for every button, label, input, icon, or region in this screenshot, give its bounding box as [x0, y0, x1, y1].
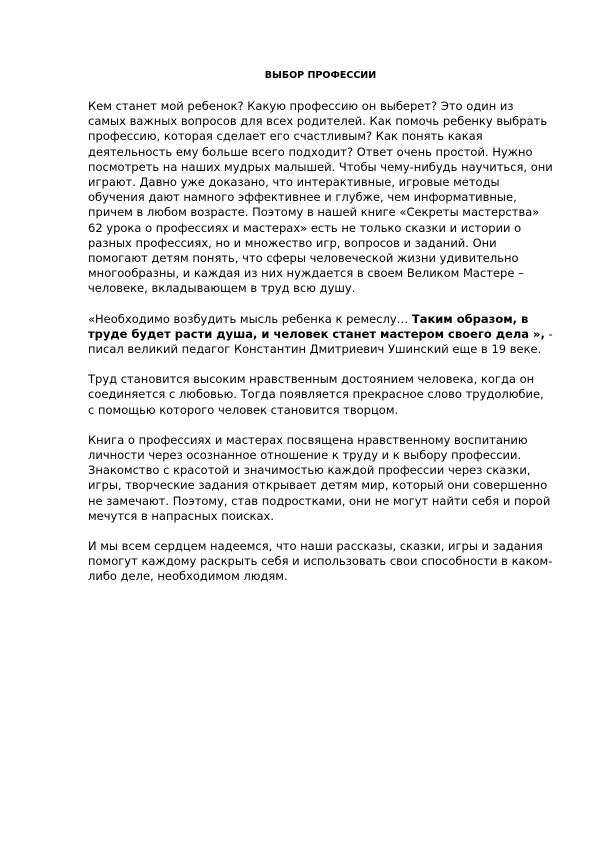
quote-bold: Таким образом, в труде будет расти душа, и человек станет мастером своего дела »,: [88, 311, 545, 341]
paragraph-intro: Кем станет мой ребенок? Какую профессию он выберет? Это один из самых важных вопросов для всех родителей. Как помочь ребенку выбрать профессию, которая сделает его счастливым? Как понять какая деятельность ему больше всего подходит? Ответ очень простой. Нужно посмотреть на наших мудрых малышей. Чтобы чему-нибудь научиться, они играют. Давно уже доказано, что интерактивные, игровые методы обучения дают намного эффективнее и глубже, чем информативные, причем в любом возрасте. Поэтому в нашей книге «Секреты мастерства» 62 урока о профессиях и мастерах» есть не только сказки и истории о разных профессиях, но и множество игр, вопросов и заданий. Они помогают детям понять, что сферы человеческой жизни удивительно многообразны, и каждая из них нуждается в своем Великом Мастере – человеке, вкладывающем в труд всю душу.: [88, 99, 553, 296]
paragraph-book: Книга о профессиях и мастерах посвящена нравственному воспитанию личности через осознанное отношение к труду и к выбору профессии. Знакомство с красотой и значимостью каждой профессии через сказки, игры, творческие задания открывает детям мир, который они совершенно не замечают. Поэтому, став подростками, они не могут найти себя и порой мечутся в напрасных поисках.: [88, 432, 551, 523]
document-title: ВЫБОР ПРОФЕССИИ: [264, 70, 377, 81]
paragraph-quote: [88, 312, 553, 358]
paragraph-hope: И мы всем сердцем надеемся, что наши рассказы, сказки, игры и задания помогут каждому раскрыть себя и использовать свои способности в каком-либо деле, необходимом людям.: [88, 539, 553, 584]
quote-end: - писал великий педагог Константин Дмитриевич Ушинский еще в 19 веке.: [88, 326, 553, 357]
quote-start: «Необходимо возбудить мысль ребенка к ремеслу…: [88, 311, 412, 326]
document-body: [88, 70, 553, 600]
paragraph-labor: Труд становится высоким нравственным достоянием человека, когда он соединяется с любовью. Тогда появляется прекрасное слово трудолюбие, с помощью которого человек становится творцом.: [88, 372, 544, 417]
